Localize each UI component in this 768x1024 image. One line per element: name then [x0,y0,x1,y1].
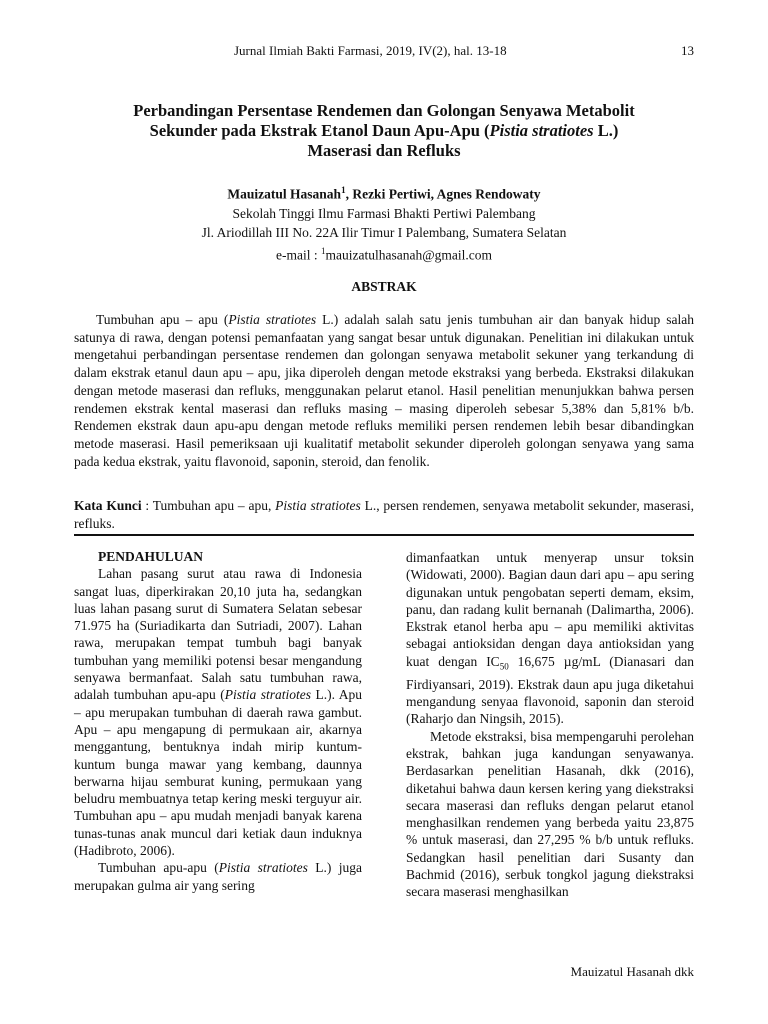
right-p1-part-1: dimanfaatkan untuk menyerap unsur toksin (Widowati, 2000). Bagian daun dari apu – apu sering digunakan untuk pengobatan seperti demam, eksim, panu, dan radang kulit bernanah (Dalimartha, 2006). Ekstrak etanol herba apu – apu memiliki aktivitas sebagai antioksidan dengan daya antioksidan yang kuat dengan IC [406,550,694,669]
title-species-name: Pistia stratiotes [489,121,594,140]
abstract-text [74,311,694,470]
abstract-part-2: L.) adalah salah satu jenis tumbuhan air dan banyak hidup salah satunya di rawa, dengan potensi pemanfaatan yang sangat besar untuk digunakan. Penelitian ini dilakukan untuk mengetahui perbandingan persentase rendemen dan golongan senyawa metabolit sekuner yang terkandung di dalam ekstrak etanul daun apu – apu, jika diperoleh dengan metode ekstraksi yang berbeda. Ekstraksi dilakukan dengan metode maserasi dan refluks, menggunakan pelarut etanol. Hasil penelitian menunjukkan bahwa persen rendemen ekstrak kental maserasi dan refluks masing – masing diperoleh sebesar 5,38% dan 5,81% b/b. Rendemen ekstrak daun apu-apu dengan metode refluks memiliki persen rendemen lebih besar dibandingkan metode maserasi. Hasil pemeriksaan uji kualitatif metabolit sekunder diperoleh golongan senyawa yang sama pada kedua ekstrak, yaitu flavonoid, saponin, steroid, dan fenolik. [74,312,694,469]
abstract-part-1: Tumbuhan apu – apu ( [96,312,229,327]
title-line-2 [74,121,694,141]
co-authors: , Rezki Pertiwi, Agnes Rendowaty [345,186,541,202]
title-line-2-suffix: L.) [593,121,619,140]
intro-p1-species-name: Pistia stratiotes [224,687,311,703]
keywords-part-2: L., persen rendemen, senyawa metabolit sekunder, maserasi, refluks. [74,498,694,531]
introduction-heading: PENDAHULUAN [98,549,204,564]
intro-p2-species-name: Pistia stratiotes [218,860,308,876]
intro-paragraph-1 [74,565,362,859]
journal-citation: Jurnal Ilmiah Bakti Farmasi, 2019, IV(2), hal. 13-18 [234,43,507,58]
title-line-2-text: Sekunder pada Ekstrak Etanol Daun Apu-Apu ( [149,121,490,140]
ic50-subscript: 50 [499,661,509,672]
left-column [74,548,362,894]
keywords-species-name: Pistia stratiotes [275,498,361,513]
first-author: Mauizatul Hasanah [227,186,342,202]
intro-p2-part-1: Tumbuhan apu-apu ( [98,860,219,876]
email-label: e-mail : [276,247,321,262]
author-block [74,181,694,264]
author-names [74,181,694,204]
section-divider [74,534,694,536]
intro-p2-part-2: L.) juga merupakan gulma air yang sering [74,860,362,893]
right-column [406,549,694,901]
author-email [74,242,694,265]
right-paragraph-2: Metode ekstraksi, bisa mempengaruhi perolehan ekstrak, bahkan juga kandungan senyawanya. Berdasarkan penelitian Hasanah, dkk (2016), diketahui bahwa daun kersen kering yang diekstraksi secara maserasi dan refluks dengan pelarut etanol menghasilkan rendemen yang berbeda yaitu 23,875 % untuk maserasi, dan 27,295 % b/b untuk refluks. Sedangkan hasil penelitian dari Susanty dan Bachmid (2016), serbuk tongkol jagung diekstraksi secara maserasi menghasilkan [406,728,694,900]
author-institution: Sekolah Tinggi Ilmu Farmasi Bhakti Pertiwi Palembang [232,205,536,221]
abstract-species-name: Pistia stratiotes [228,312,317,327]
right-paragraph-1 [406,549,694,728]
abstract-heading: ABSTRAK [351,279,417,294]
page-number: 13 [681,43,694,58]
keywords-label: Kata Kunci [74,498,142,513]
title-line-1: Perbandingan Persentase Rendemen dan Golongan Senyawa Metabolit [133,101,635,120]
intro-p1-part-2: L.). Apu – apu merupakan tumbuhan di daerah rawa gambut. Apu – apu mengapung di permukaan air, akarnya menggantung, bentuknya indah mirip kuntum-kuntum bunga mawar yang kembang, daunnya berwarna hijau semburat kuning, permukaan yang beludru membuatnya tetap kering meski terguyur air. Tumbuhan apu – apu mudah menjadi banyak karena tunas-tunas anak muncul dari ketiak daun induknya (Hadibroto, 2006). [74,687,362,859]
intro-paragraph-2 [74,859,362,894]
email-superscript: 1 [320,245,326,256]
article-title [74,101,694,161]
intro-p1-part-1: Lahan pasang surut atau rawa di Indonesia sangat luas, diperkirakan 20,10 juta ha, sedangkan luas lahan pasang surut di Sumatera Selatan sebesar 71.975 ha (Suriadikarta dan Sutriadi, 2007). Lahan rawa, merupakan tempat tumbuh bagi banyak tumbuhan yang memiliki potensi besar mengandung senyawa bermanfaat. Salah satu tumbuhan rawa, adalah tumbuhan apu-apu ( [74,566,362,703]
running-footer: Mauizatul Hasanah dkk [570,964,694,979]
keywords [74,497,694,532]
email-address: mauizatulhasanah@gmail.com [325,247,492,262]
keywords-part-1: : Tumbuhan apu – apu, [141,498,276,513]
author-address: Jl. Ariodillah III No. 22A Ilir Timur I Palembang, Sumatera Selatan [201,224,567,240]
title-line-3: Maserasi dan Refluks [307,141,461,160]
author-superscript: 1 [341,185,346,195]
right-p1-part-2: 16,675 µg/mL (Dianasari dan Firdiyansari, 2019). Ekstrak daun apu juga diketahui mengandung senyaa flavonoid, saponin dan steroid (Raharjo dan Ningsih, 2015). [406,653,694,727]
